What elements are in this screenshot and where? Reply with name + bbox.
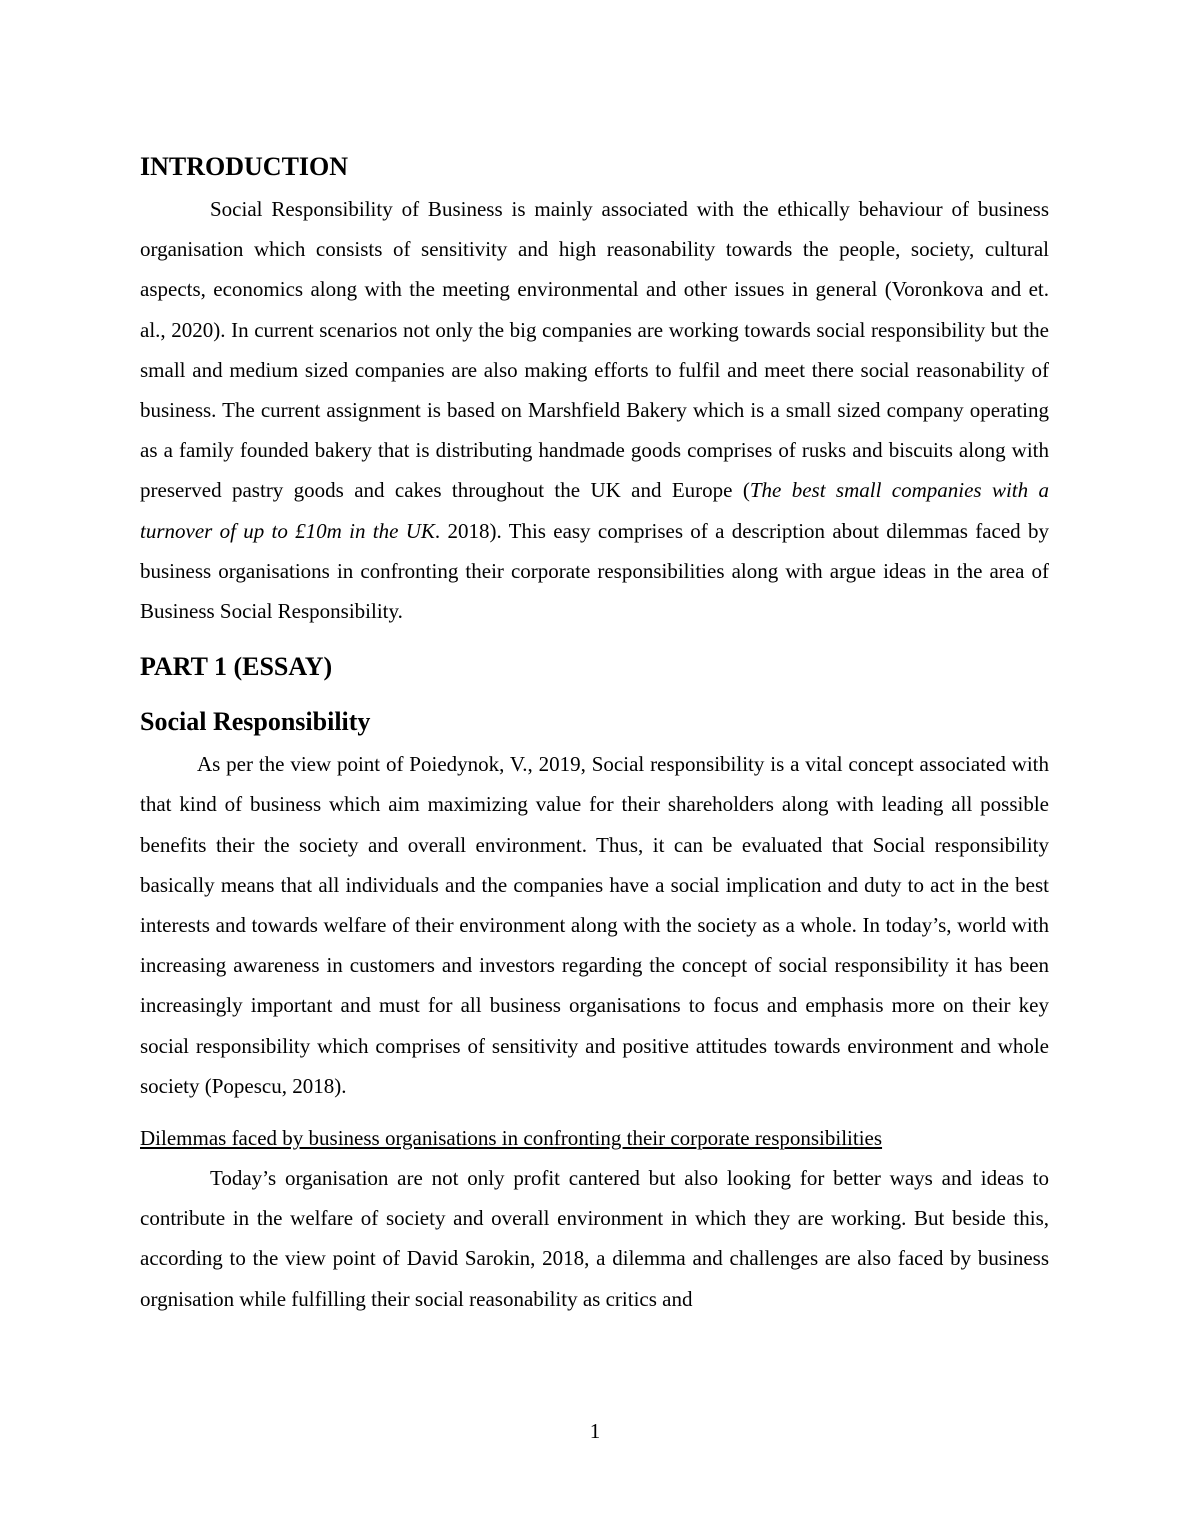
social-responsibility-paragraph: As per the view point of Poiedynok, V., 2019, Social responsibility is a vital concept associated with that kind of business which aim maximizing value for their shareholders along with leading all possible benefits their the society and overall environment. Thus, it can be evaluated that Social responsibility basically means that all individuals and the companies have a social implication and duty to act in the best interests and towards welfare of their environment along with the society as a whole. In today’s, world with increasing awareness in customers and investors regarding the concept of social responsibility it has been increasingly important and must for all business organisations to focus and emphasis more on their key social responsibility which comprises of sensitivity and positive attitudes towards environment and whole society (Popescu, 2018). [140,752,1049,1098]
introduction-paragraph [140,189,1049,631]
document-page [140,148,1049,1319]
page-number: 1 [589,1419,601,1443]
introduction-text-part1: Social Responsibility of Business is mainly associated with the ethically behaviour of business organisation which consists of sensitivity and high reasonability towards the people, society, cultural aspects, economics along with the meeting environmental and other issues in general (Voronkova and et. al., 2020). In current scenarios not only the big companies are working towards social responsibility but the small and medium sized companies are also making efforts to fulfil and meet there social reasonability of business. The current assignment is based on Marshfield Bakery which is a small sized company operating as a family founded bakery that is distributing handmade goods comprises of rusks and biscuits along with preserved pastry goods and cakes throughout the UK and Europe ( [140,197,1049,503]
social-responsibility-heading: Social Responsibility [140,707,371,737]
part1-heading: PART 1 (ESSAY) [140,652,333,682]
introduction-text-part2: . 2018). This easy comprises of a description about dilemmas faced by business organisations in confronting their corporate responsibilities along with argue ideas in the area of Business Social Responsibility. [140,518,1049,624]
introduction-citation-italic: The best small companies with a turnover of up to £10m in the UK [140,478,1049,543]
dilemmas-paragraph: Today’s organisation are not only profit cantered but also looking for better ways and ideas to contribute in the welfare of society and overall environment in which they are working. But beside this, according to the view point of David Sarokin, 2018, a dilemma and challenges are also faced by business orgnisation while fulfilling their social reasonability as critics and [140,1166,1049,1311]
introduction-heading: INTRODUCTION [140,152,349,181]
dilemmas-subheading: Dilemmas faced by business organisations in confronting their corporate responsibilities [140,1126,883,1151]
